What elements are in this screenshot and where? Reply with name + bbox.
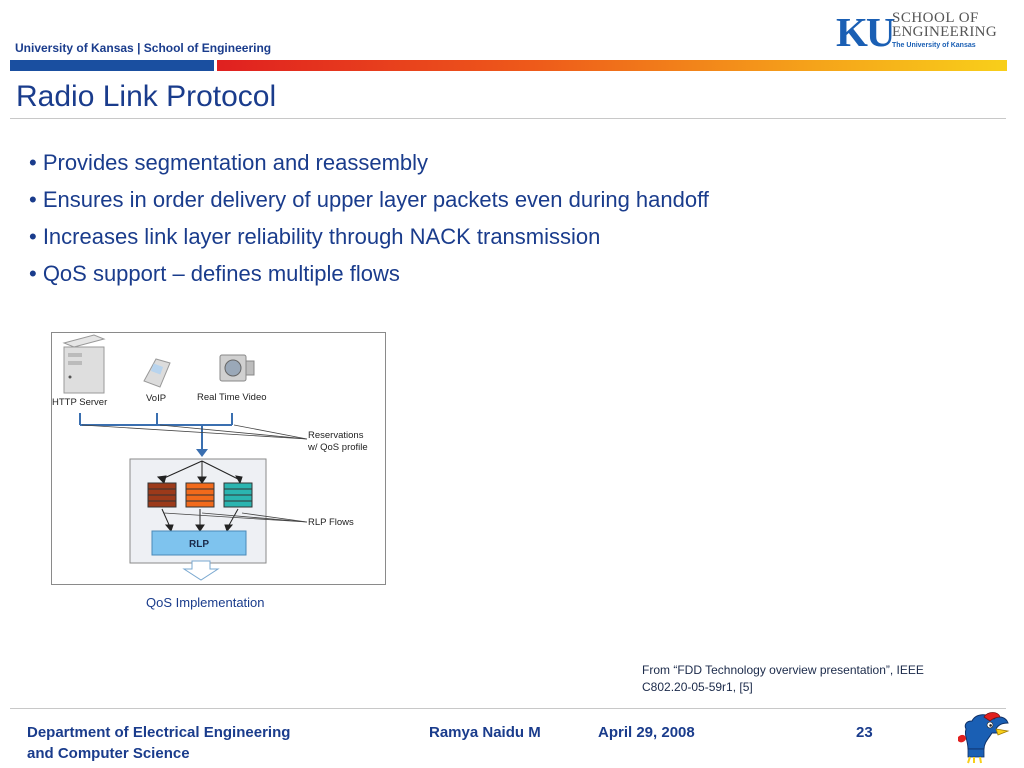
output-arrow-icon [184,561,218,580]
header-school: School of Engineering [143,41,272,55]
ku-logo-school-of: SCHOOL OF [892,10,979,26]
ku-logo-engineering: ENGINEERING [892,24,997,40]
source-line-1: From “FDD Technology overview presentation”, IEEE [642,663,924,677]
phone-icon [144,359,170,387]
source-line-2: C802.20-05-59r1, [5] [642,680,753,694]
footer-author: Ramya Naidu M [429,724,541,741]
label-http-server: HTTP Server [52,397,108,408]
server-icon [64,335,104,393]
rlp-flow-3 [224,483,252,507]
header-separator: | [137,41,141,55]
header-org [15,41,271,55]
label-voip: VoIP [146,393,167,404]
reservation-connector [80,413,232,451]
footer-department-line-1: Department of Electrical Engineering [27,724,291,741]
page-number: 23 [856,724,873,741]
source-citation [642,662,972,696]
footer-department [27,722,357,764]
qos-diagram-figure [52,333,385,584]
header-bar-blue [10,60,214,71]
bullet-item: • Ensures in order delivery of upper layer packets even during handoff [29,187,709,212]
header-bar-gradient [217,60,1007,71]
rlp-flow-1 [148,483,176,507]
bullet-item: • QoS support – defines multiple flows [29,261,400,286]
reservation-pointers [82,425,307,439]
footer-department-line-2: and Computer Science [27,745,190,762]
label-real-time-video: Real Time Video [197,392,267,403]
rlp-flow-2 [186,483,214,507]
bullet-item: • Provides segmentation and reassembly [29,150,429,175]
bullet-list [29,144,709,292]
ku-logo-letters: KU [836,9,894,55]
label-reservations: Reservations [308,430,364,441]
qos-diagram [51,332,386,585]
video-camera-icon [220,355,254,381]
down-arrow-icon [196,449,208,457]
ku-logo-university: The University of Kansas [892,42,976,49]
title-divider [10,118,1006,119]
label-rlp: RLP [189,539,209,550]
header-university: University of Kansas [15,41,134,55]
label-qos-profile: w/ QoS profile [308,442,368,453]
jayhawk-mascot-icon [954,711,1010,765]
footer-divider [10,708,1006,709]
ku-logo [836,10,1011,54]
slide-title: Radio Link Protocol [16,80,277,113]
diagram-caption: QoS Implementation [146,595,265,610]
bullet-item: • Increases link layer reliability through NACK transmission [29,224,601,249]
label-rlp-flows: RLP Flows [308,517,354,528]
footer-date: April 29, 2008 [598,724,695,741]
